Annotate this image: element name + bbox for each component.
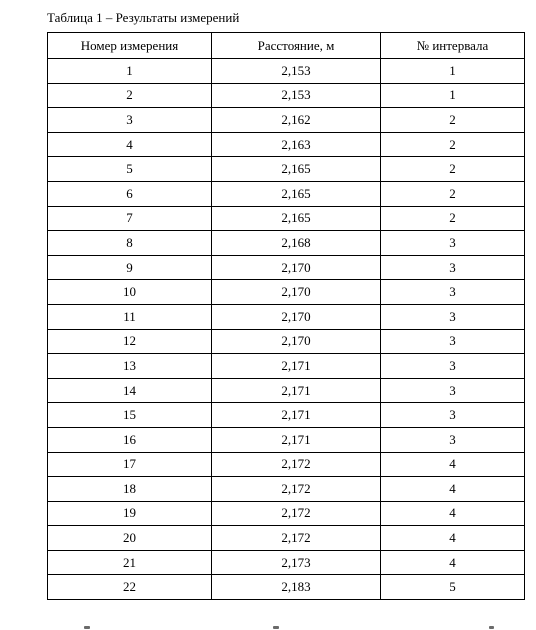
table-body (48, 59, 525, 600)
cell-interval-number: 1 (381, 83, 525, 108)
cell-distance: 2,171 (212, 354, 381, 379)
cell-interval-number: 3 (381, 427, 525, 452)
table-header-row (48, 33, 525, 59)
cell-distance: 2,172 (212, 501, 381, 526)
cell-interval-number: 4 (381, 452, 525, 477)
cell-interval-number: 3 (381, 304, 525, 329)
cell-interval-number: 4 (381, 550, 525, 575)
cell-measurement-number: 18 (48, 477, 212, 502)
cropped-text-bottom (0, 622, 536, 630)
cell-distance: 2,171 (212, 378, 381, 403)
cell-measurement-number: 13 (48, 354, 212, 379)
table-row (48, 329, 525, 354)
cell-distance: 2,170 (212, 304, 381, 329)
cell-interval-number: 2 (381, 108, 525, 133)
cropped-glyph (273, 626, 279, 629)
table-row (48, 575, 525, 600)
cropped-glyph (489, 626, 494, 629)
cell-measurement-number: 12 (48, 329, 212, 354)
cell-interval-number: 3 (381, 231, 525, 256)
header-measurement-number: Номер измерения (48, 33, 212, 59)
cell-measurement-number: 3 (48, 108, 212, 133)
cell-distance: 2,170 (212, 280, 381, 305)
cell-distance: 2,165 (212, 157, 381, 182)
cell-distance: 2,162 (212, 108, 381, 133)
cell-interval-number: 3 (381, 354, 525, 379)
table-row (48, 354, 525, 379)
cell-distance: 2,173 (212, 550, 381, 575)
cell-measurement-number: 1 (48, 59, 212, 84)
cell-measurement-number: 15 (48, 403, 212, 428)
cell-interval-number: 5 (381, 575, 525, 600)
cell-interval-number: 3 (381, 329, 525, 354)
cell-distance: 2,183 (212, 575, 381, 600)
cell-distance: 2,163 (212, 132, 381, 157)
table-row (48, 206, 525, 231)
cell-measurement-number: 17 (48, 452, 212, 477)
table-row (48, 550, 525, 575)
cell-measurement-number: 2 (48, 83, 212, 108)
cell-measurement-number: 10 (48, 280, 212, 305)
header-interval-number: № интервала (381, 33, 525, 59)
header-distance: Расстояние, м (212, 33, 381, 59)
table-row (48, 304, 525, 329)
cell-measurement-number: 20 (48, 526, 212, 551)
table-row (48, 231, 525, 256)
cell-interval-number: 3 (381, 255, 525, 280)
cell-measurement-number: 22 (48, 575, 212, 600)
cell-measurement-number: 6 (48, 181, 212, 206)
table-row (48, 132, 525, 157)
cell-interval-number: 2 (381, 206, 525, 231)
cell-measurement-number: 16 (48, 427, 212, 452)
results-table (47, 32, 525, 600)
cell-distance: 2,171 (212, 427, 381, 452)
cell-measurement-number: 7 (48, 206, 212, 231)
cell-interval-number: 3 (381, 378, 525, 403)
table-row (48, 526, 525, 551)
table-caption: Таблица 1 – Результаты измерений (47, 10, 240, 25)
cell-interval-number: 4 (381, 501, 525, 526)
cell-distance: 2,171 (212, 403, 381, 428)
cell-distance: 2,172 (212, 452, 381, 477)
cell-distance: 2,170 (212, 255, 381, 280)
cell-interval-number: 2 (381, 157, 525, 182)
cell-measurement-number: 9 (48, 255, 212, 280)
cell-interval-number: 3 (381, 280, 525, 305)
cell-measurement-number: 19 (48, 501, 212, 526)
cell-interval-number: 2 (381, 132, 525, 157)
cell-interval-number: 4 (381, 526, 525, 551)
cell-interval-number: 3 (381, 403, 525, 428)
table-row (48, 427, 525, 452)
cropped-glyph (84, 626, 90, 629)
cell-distance: 2,153 (212, 59, 381, 84)
table-row (48, 59, 525, 84)
table-row (48, 280, 525, 305)
cell-interval-number: 1 (381, 59, 525, 84)
cell-distance: 2,168 (212, 231, 381, 256)
table-row (48, 255, 525, 280)
cell-measurement-number: 21 (48, 550, 212, 575)
table-row (48, 477, 525, 502)
cropped-text-top (0, 0, 536, 4)
cell-distance: 2,170 (212, 329, 381, 354)
cell-measurement-number: 14 (48, 378, 212, 403)
table-row (48, 157, 525, 182)
cell-measurement-number: 4 (48, 132, 212, 157)
cell-distance: 2,165 (212, 181, 381, 206)
table-row (48, 181, 525, 206)
cell-distance: 2,153 (212, 83, 381, 108)
cell-distance: 2,165 (212, 206, 381, 231)
cell-interval-number: 4 (381, 477, 525, 502)
table-row (48, 403, 525, 428)
table-row (48, 452, 525, 477)
table-row (48, 108, 525, 133)
cell-interval-number: 2 (381, 181, 525, 206)
cell-distance: 2,172 (212, 477, 381, 502)
cell-measurement-number: 11 (48, 304, 212, 329)
table-row (48, 378, 525, 403)
table-row (48, 501, 525, 526)
table-row (48, 83, 525, 108)
cell-distance: 2,172 (212, 526, 381, 551)
cell-measurement-number: 8 (48, 231, 212, 256)
cell-measurement-number: 5 (48, 157, 212, 182)
